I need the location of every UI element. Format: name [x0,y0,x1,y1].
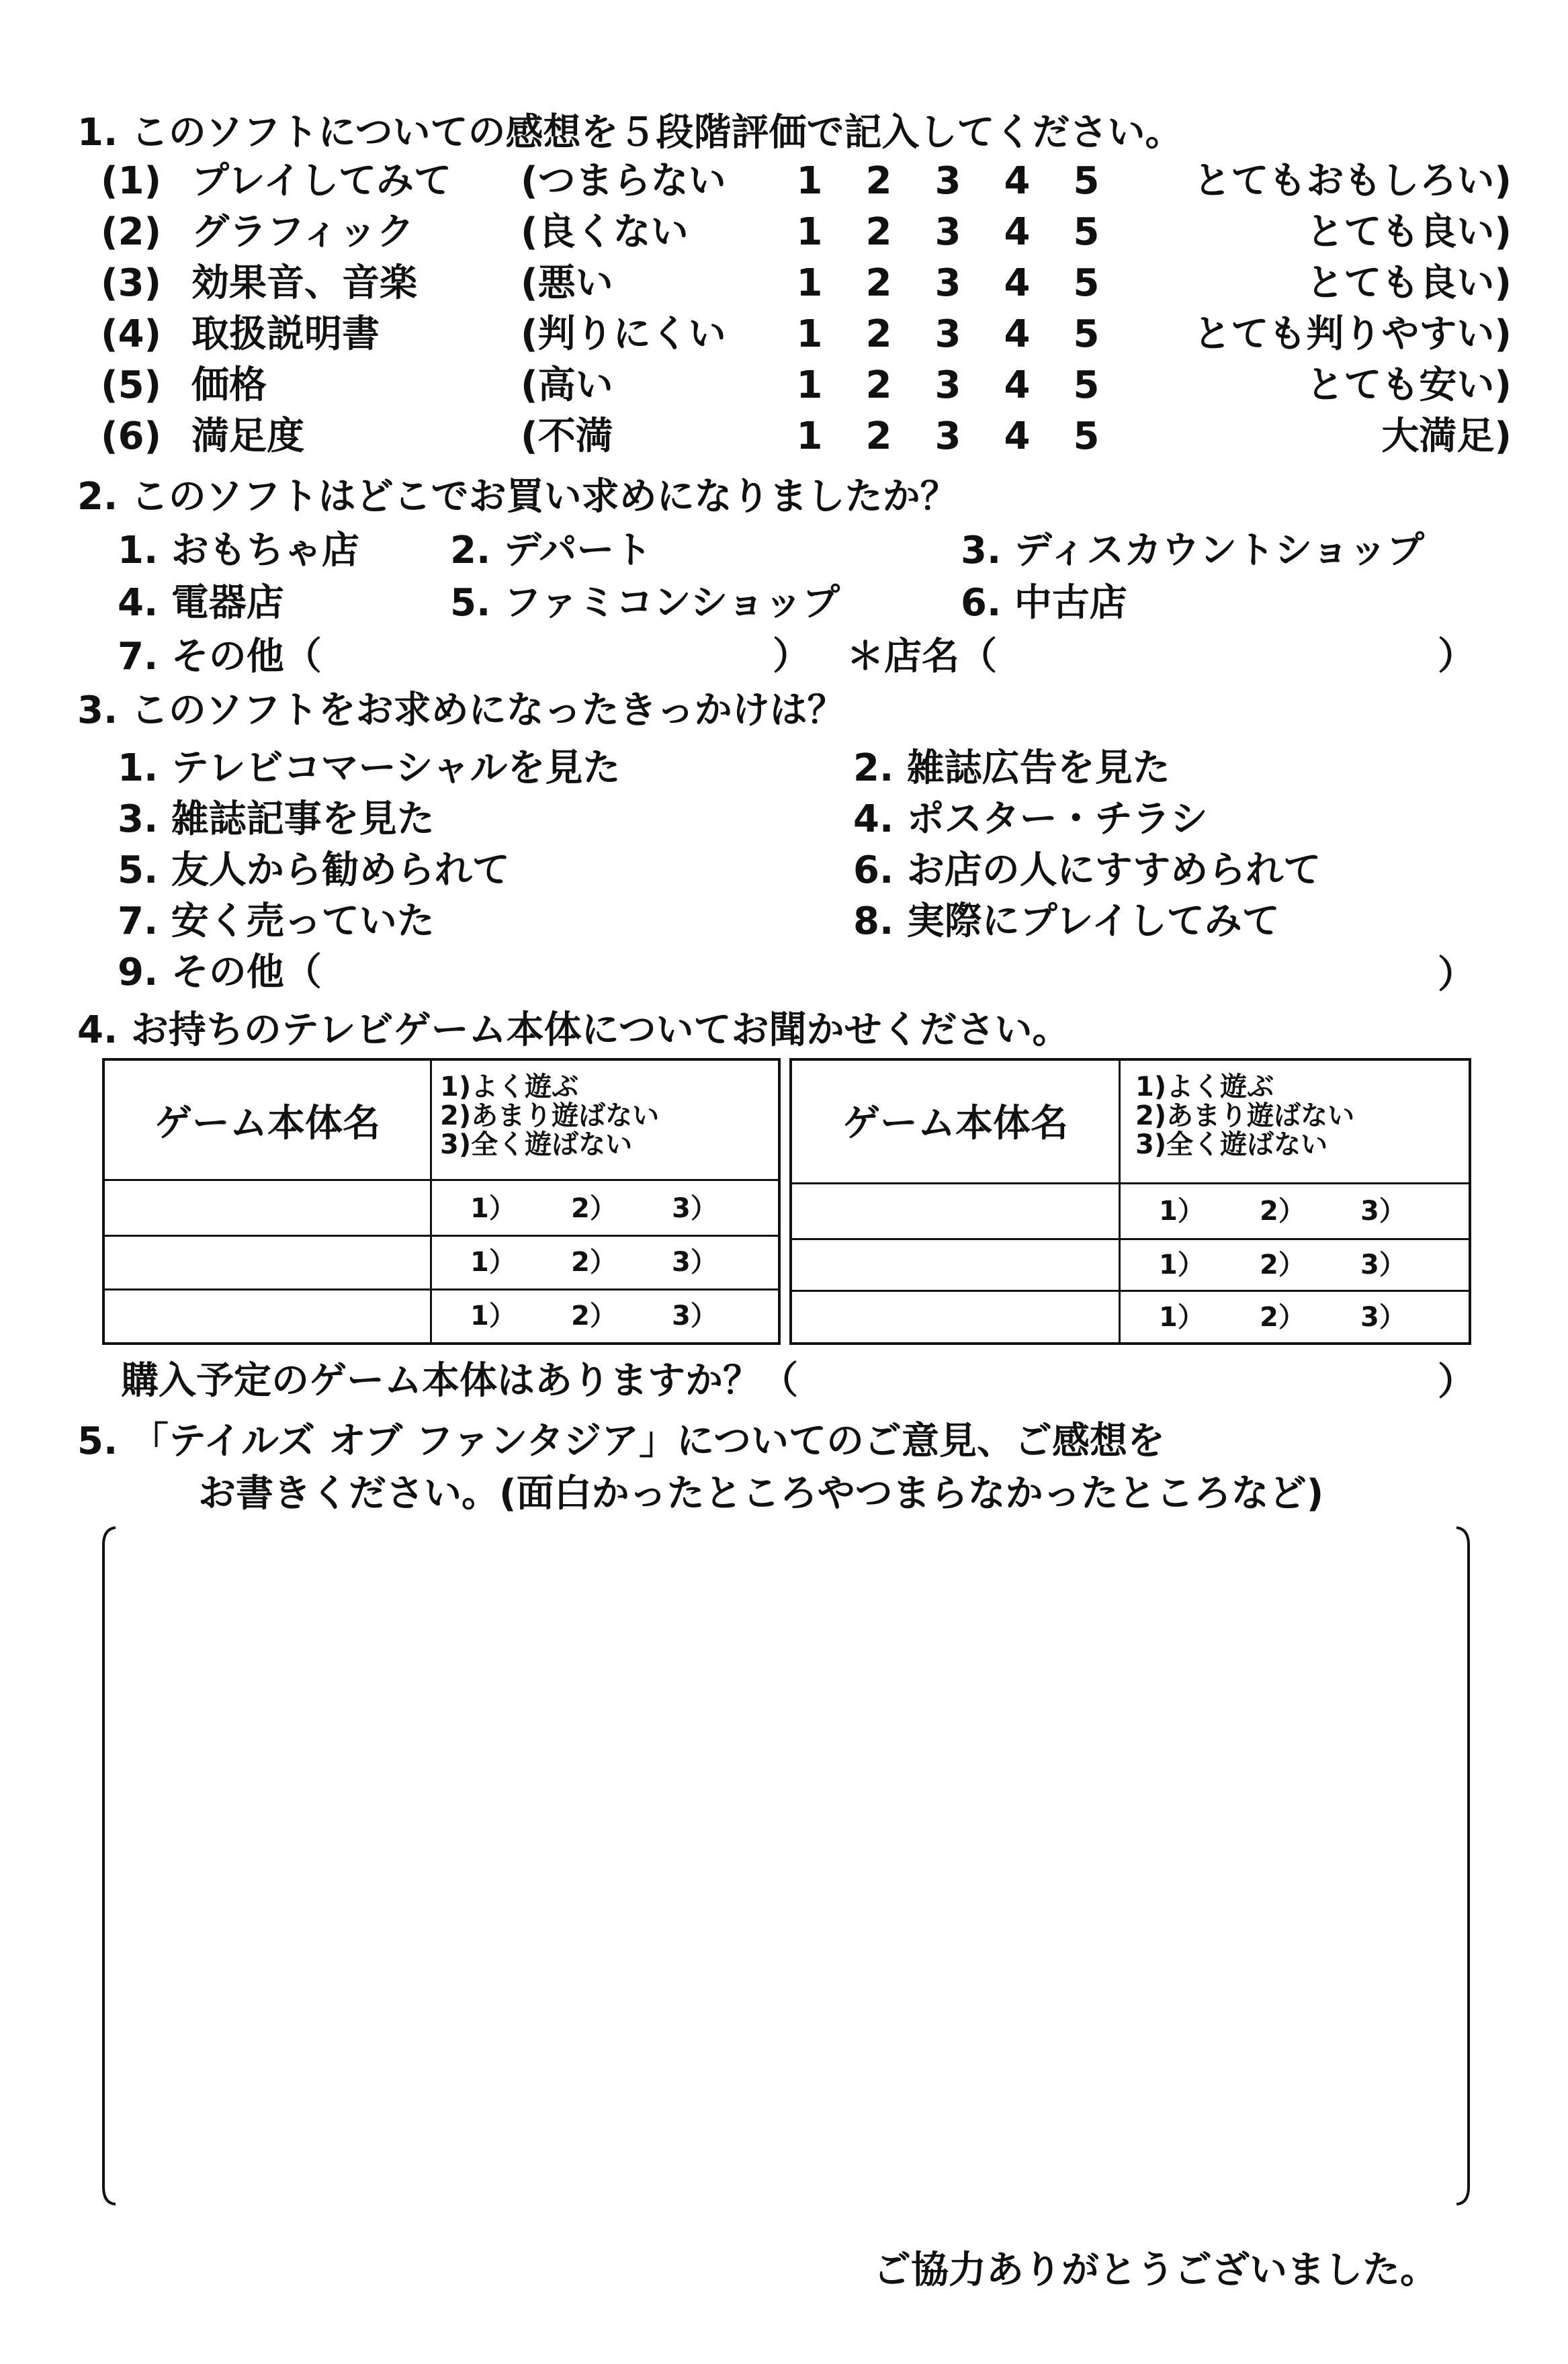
q3-option[interactable]: 1. テレビコマーシャルを見た [118,746,621,790]
col-header-frequency: 1)よく遊ぶ 2)あまり遊ばない 3)全く遊ばない [1135,1071,1355,1161]
q3-other-input[interactable] [343,951,1438,995]
col-header-console-name: ゲーム本体名 [842,1102,1068,1145]
freq-choice-1[interactable]: 1） [1159,1196,1205,1227]
q1-rating-2[interactable]: 2 [865,414,892,458]
bracket-frame [101,1525,1471,2207]
console-name-input[interactable] [792,1241,1117,1288]
q1-rating-1[interactable]: 1 [796,159,823,203]
comment-box[interactable] [101,1525,1471,2207]
freq-choice-2[interactable]: 2） [1260,1196,1305,1227]
q1-rating-1[interactable]: 1 [796,210,823,254]
q1-rating-2[interactable]: 2 [865,261,892,305]
q1-rating-4[interactable]: 4 [1004,210,1031,254]
console-name-input[interactable] [105,1237,429,1287]
freq-choice-2[interactable]: 2） [571,1247,617,1278]
q1-rating-3[interactable]: 3 [934,414,961,458]
freq-choice-2[interactable]: 2） [571,1193,617,1224]
q2-option[interactable]: 1. おもちゃ店 [118,529,359,572]
freq-choice-3[interactable]: 3） [672,1193,717,1224]
purchase-plan-input[interactable] [900,1358,1438,1403]
q1-row-label: 価格 [191,363,267,407]
q5-subtitle: お書きください。(面白かったところやつまらなかったところなど) [198,1472,1324,1516]
q1-title: 1. このソフトについての感想を５段階評価で記入してください。 [77,111,1183,155]
q3-option[interactable]: 7. 安く売っていた [118,900,435,943]
q3-option[interactable]: 8. 実際にプレイしてみて [853,900,1280,943]
q3-other-close: ） [1438,953,1475,997]
console-name-input[interactable] [105,1182,429,1233]
col-header-frequency: 1)よく遊ぶ 2)あまり遊ばない 3)全く遊ばない [440,1071,660,1161]
q1-low-anchor: (つまらない [521,159,726,203]
q2-option[interactable]: 4. 電器店 [118,581,284,625]
q1-rating-4[interactable]: 4 [1004,312,1031,356]
q1-high-anchor: 大満足) [1381,414,1512,458]
freq-choice-3[interactable]: 3） [1360,1250,1406,1280]
q1-row-label: 効果音、音楽 [191,261,417,305]
q1-high-anchor: とても良い) [1306,210,1512,254]
q1-row-label: 満足度 [191,414,304,458]
q1-rating-3[interactable]: 3 [934,363,961,407]
q1-rating-4[interactable]: 4 [1004,261,1031,305]
q1-high-anchor: とても判りやすい) [1193,312,1512,356]
q1-rating-5[interactable]: 5 [1073,363,1100,407]
q3-option[interactable]: 5. 友人から勧められて [118,848,510,892]
q3-option[interactable]: 4. ポスター・チラシ [853,797,1208,841]
q2-option[interactable]: 3. ディスカウントショップ [961,529,1425,572]
q2-other-label: 7. その他（ [118,635,322,678]
q2-option[interactable]: 5. ファミコンショップ [450,581,840,625]
q1-row-number: (2) [101,210,162,254]
q3-option[interactable]: 6. お店の人にすすめられて [853,848,1321,892]
q1-row-label: 取扱説明書 [191,312,380,356]
q1-rating-5[interactable]: 5 [1073,312,1100,356]
q1-row-number: (3) [101,261,162,305]
q1-rating-2[interactable]: 2 [865,363,892,407]
closing-thanks: ご協力ありがとうございました。 [873,2248,1438,2292]
q1-rating-4[interactable]: 4 [1004,159,1031,203]
freq-choice-1[interactable]: 1） [470,1193,516,1224]
q3-title: 3. このソフトをお求めになったきっかけは？ [77,689,845,732]
q2-shop-label: ＊店名（ [846,635,997,678]
q3-other-label: 9. その他（ [118,951,322,994]
q2-other-close: ） [773,635,810,678]
freq-choice-2[interactable]: 2） [1260,1250,1305,1280]
q1-rating-5[interactable]: 5 [1073,414,1100,458]
q4-title: 4. お持ちのテレビゲーム本体についてお聞かせください。 [77,1008,1070,1052]
freq-choice-1[interactable]: 1） [1159,1302,1205,1333]
q1-rating-2[interactable]: 2 [865,159,892,203]
q1-row-number: (5) [101,363,162,407]
q1-row-number: (1) [101,159,162,203]
q1-rating-3[interactable]: 3 [934,261,961,305]
q2-option[interactable]: 2. デパート [450,529,652,572]
q1-low-anchor: (良くない [521,210,689,254]
purchase-plan-label: 購入予定のゲーム本体はありますか？（ [121,1359,798,1403]
q1-low-anchor: (不満 [521,414,613,458]
q1-rating-2[interactable]: 2 [865,312,892,356]
q1-row-number: (4) [101,312,162,356]
q1-high-anchor: とてもおもしろい) [1193,159,1512,203]
q1-low-anchor: (悪い [521,261,613,305]
q5-title: 5. 「テイルズ オブ ファンタジア」についてのご意見、ご感想を [77,1419,1165,1463]
q1-rating-1[interactable]: 1 [796,312,823,356]
q1-row-label: プレイしてみて [191,159,451,203]
q1-rating-2[interactable]: 2 [865,210,892,254]
freq-choice-1[interactable]: 1） [470,1301,516,1331]
q1-rating-4[interactable]: 4 [1004,363,1031,407]
q1-low-anchor: (判りにくい [521,312,726,356]
q1-rating-5[interactable]: 5 [1073,261,1100,305]
q1-high-anchor: とても良い) [1306,261,1512,305]
q1-rating-3[interactable]: 3 [934,312,961,356]
q2-shop-close: ） [1438,635,1475,678]
q1-row-number: (6) [101,414,162,458]
q1-row-label: グラフィック [191,210,415,254]
q2-other-input[interactable] [343,635,773,679]
col-header-console-name: ゲーム本体名 [155,1102,380,1145]
q1-rating-1[interactable]: 1 [796,363,823,407]
q1-rating-5[interactable]: 5 [1073,159,1100,203]
freq-choice-2[interactable]: 2） [1260,1302,1305,1333]
freq-choice-3[interactable]: 3） [1360,1302,1406,1333]
q1-rating-5[interactable]: 5 [1073,210,1100,254]
purchase-plan-close: ） [1438,1360,1475,1404]
q2-shop-input[interactable] [1008,635,1438,679]
console-name-input[interactable] [792,1185,1117,1236]
q1-rating-3[interactable]: 3 [934,210,961,254]
q1-rating-4[interactable]: 4 [1004,414,1031,458]
q2-option[interactable]: 6. 中古店 [961,581,1127,625]
freq-choice-2[interactable]: 2） [571,1301,617,1331]
q2-title: 2. このソフトはどこでお買い求めになりましたか？ [77,475,958,519]
freq-choice-1[interactable]: 1） [470,1247,516,1278]
freq-choice-1[interactable]: 1） [1159,1250,1205,1280]
freq-choice-3[interactable]: 3） [672,1247,717,1278]
console-name-input[interactable] [105,1291,429,1342]
q1-rating-3[interactable]: 3 [934,159,961,203]
q3-option[interactable]: 3. 雑誌記事を見た [118,797,435,841]
freq-choice-3[interactable]: 3） [672,1301,717,1331]
console-name-input[interactable] [792,1293,1117,1342]
q1-rating-1[interactable]: 1 [796,261,823,305]
q1-low-anchor: (高い [521,363,613,407]
q1-high-anchor: とても安い) [1306,363,1512,407]
freq-choice-3[interactable]: 3） [1360,1196,1406,1227]
q1-rating-1[interactable]: 1 [796,414,823,458]
q3-option[interactable]: 2. 雑誌広告を見た [853,746,1170,790]
